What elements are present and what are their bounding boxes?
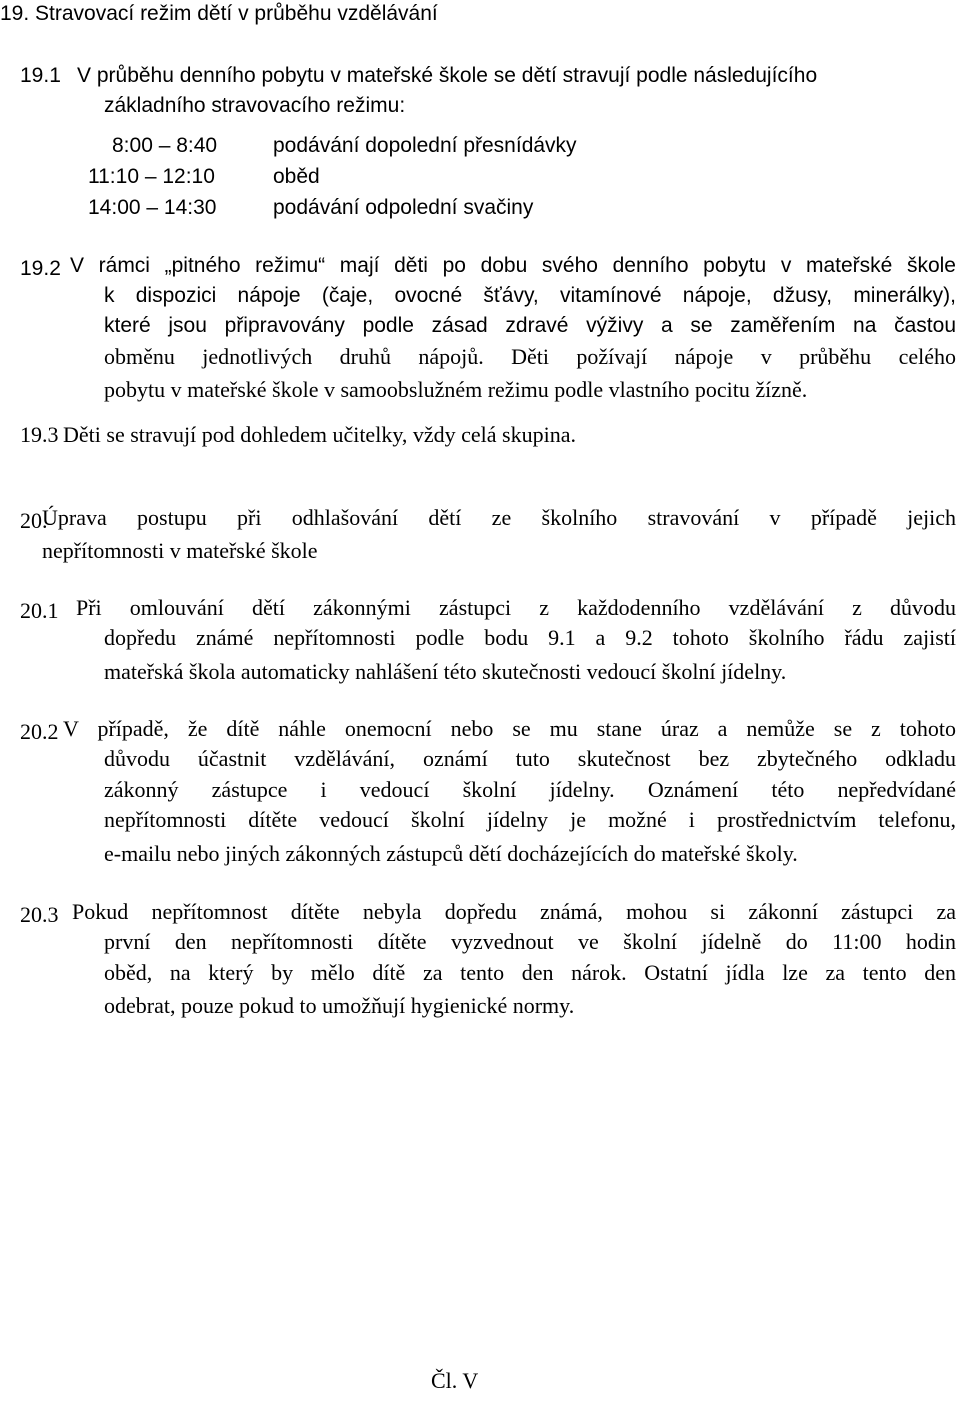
section-19-heading: 19. Stravovací režim dětí v průběhu vzdělávání <box>0 2 438 25</box>
item-19-2-number: 19.2 <box>20 257 61 280</box>
item-20-2-line-5: e-mailu nebo jiných zákonných zástupců dětí docházejících do mateřské školy. <box>104 841 798 866</box>
item-20-2-line-4: nepřítomnosti dítěte vedoucí školní jídelny je možné i prostřednictvím telefonu, <box>104 807 956 832</box>
item-20-1-number: 20.1 <box>20 598 59 623</box>
item-19-2-line-2: k dispozici nápoje (čaje, ovocné šťávy, vitamínové nápoje, džusy, minerálky), <box>104 284 956 307</box>
schedule-time: 14:00 – 14:30 <box>88 196 217 219</box>
page-footer-article: Čl. V <box>431 1368 479 1393</box>
schedule-label: podávání dopolední přesnídávky <box>273 134 577 157</box>
item-20-2-number: 20.2 <box>20 719 59 744</box>
item-19-2-line-1: V rámci „pitného režimu“ mají děti po dobu svého denního pobytu v mateřské škole <box>70 254 956 277</box>
section-20-number: 20. <box>20 508 48 533</box>
item-20-3-line-4: odebrat, pouze pokud to umožňují hygienické normy. <box>104 993 575 1018</box>
item-19-1-number: 19.1 <box>20 64 61 87</box>
schedule-time: 8:00 – 8:40 <box>112 134 218 157</box>
item-19-2-line-3: které jsou připravovány podle zásad zdravé výživy a se zaměřením na častou <box>104 314 956 337</box>
item-20-1-line-1: Při omlouvání dětí zákonnými zástupci z každodenního vzdělávání z důvodu <box>76 595 956 620</box>
item-19-1-line-1: V průběhu denního pobytu v mateřské škole se dětí stravují podle následujícího <box>77 64 818 87</box>
item-20-2-line-1: V případě, že dítě náhle onemocní nebo se mu stane úraz a nemůže se z tohoto <box>63 716 956 741</box>
item-20-2-line-3: zákonný zástupce i vedoucí školní jídelny. Oznámení této nepředvídané <box>104 777 956 802</box>
item-20-3-line-1: Pokud nepřítomnost dítěte nebyla dopředu známá, mohou si zákonní zástupci za <box>72 899 956 924</box>
section-20-heading-line-2: nepřítomnosti v mateřské škole <box>42 538 318 563</box>
item-20-1-line-3: mateřská škola automaticky nahlášení této skutečnosti vedoucí školní jídelny. <box>104 659 787 684</box>
section-20-heading-line-1: Úprava postupu při odhlašování dětí ze školního stravování v případě jejich <box>42 505 956 530</box>
item-19-2-line-4: obměnu jednotlivých druhů nápojů. Děti požívají nápoje v průběhu celého <box>104 344 956 369</box>
schedule-time: 11:10 – 12:10 <box>88 165 215 188</box>
item-19-1-line-2: základního stravovacího režimu: <box>104 94 406 117</box>
item-19-3-text: Děti se stravují pod dohledem učitelky, vždy celá skupina. <box>63 422 576 447</box>
item-20-3-line-3: oběd, na který by mělo dítě za tento den nárok. Ostatní jídla lze za tento den <box>104 960 956 985</box>
item-20-1-line-2: dopředu známé nepřítomnosti podle bodu 9.1 a 9.2 tohoto školního řádu zajistí <box>104 625 956 650</box>
schedule-label: oběd <box>273 165 320 188</box>
item-19-2-line-5: pobytu v mateřské škole v samoobslužném režimu podle vlastního pocitu žízně. <box>104 377 808 402</box>
item-20-3-line-2: první den nepřítomnosti dítěte vyzvednout ve školní jídelně do 11:00 hodin <box>104 929 956 954</box>
item-19-3-number: 19.3 <box>20 422 59 447</box>
item-20-3-number: 20.3 <box>20 902 59 927</box>
schedule-label: podávání odpolední svačiny <box>273 196 534 219</box>
item-20-2-line-2: důvodu účastnit vzdělávání, oznámí tuto skutečnost bez zbytečného odkladu <box>104 746 956 771</box>
